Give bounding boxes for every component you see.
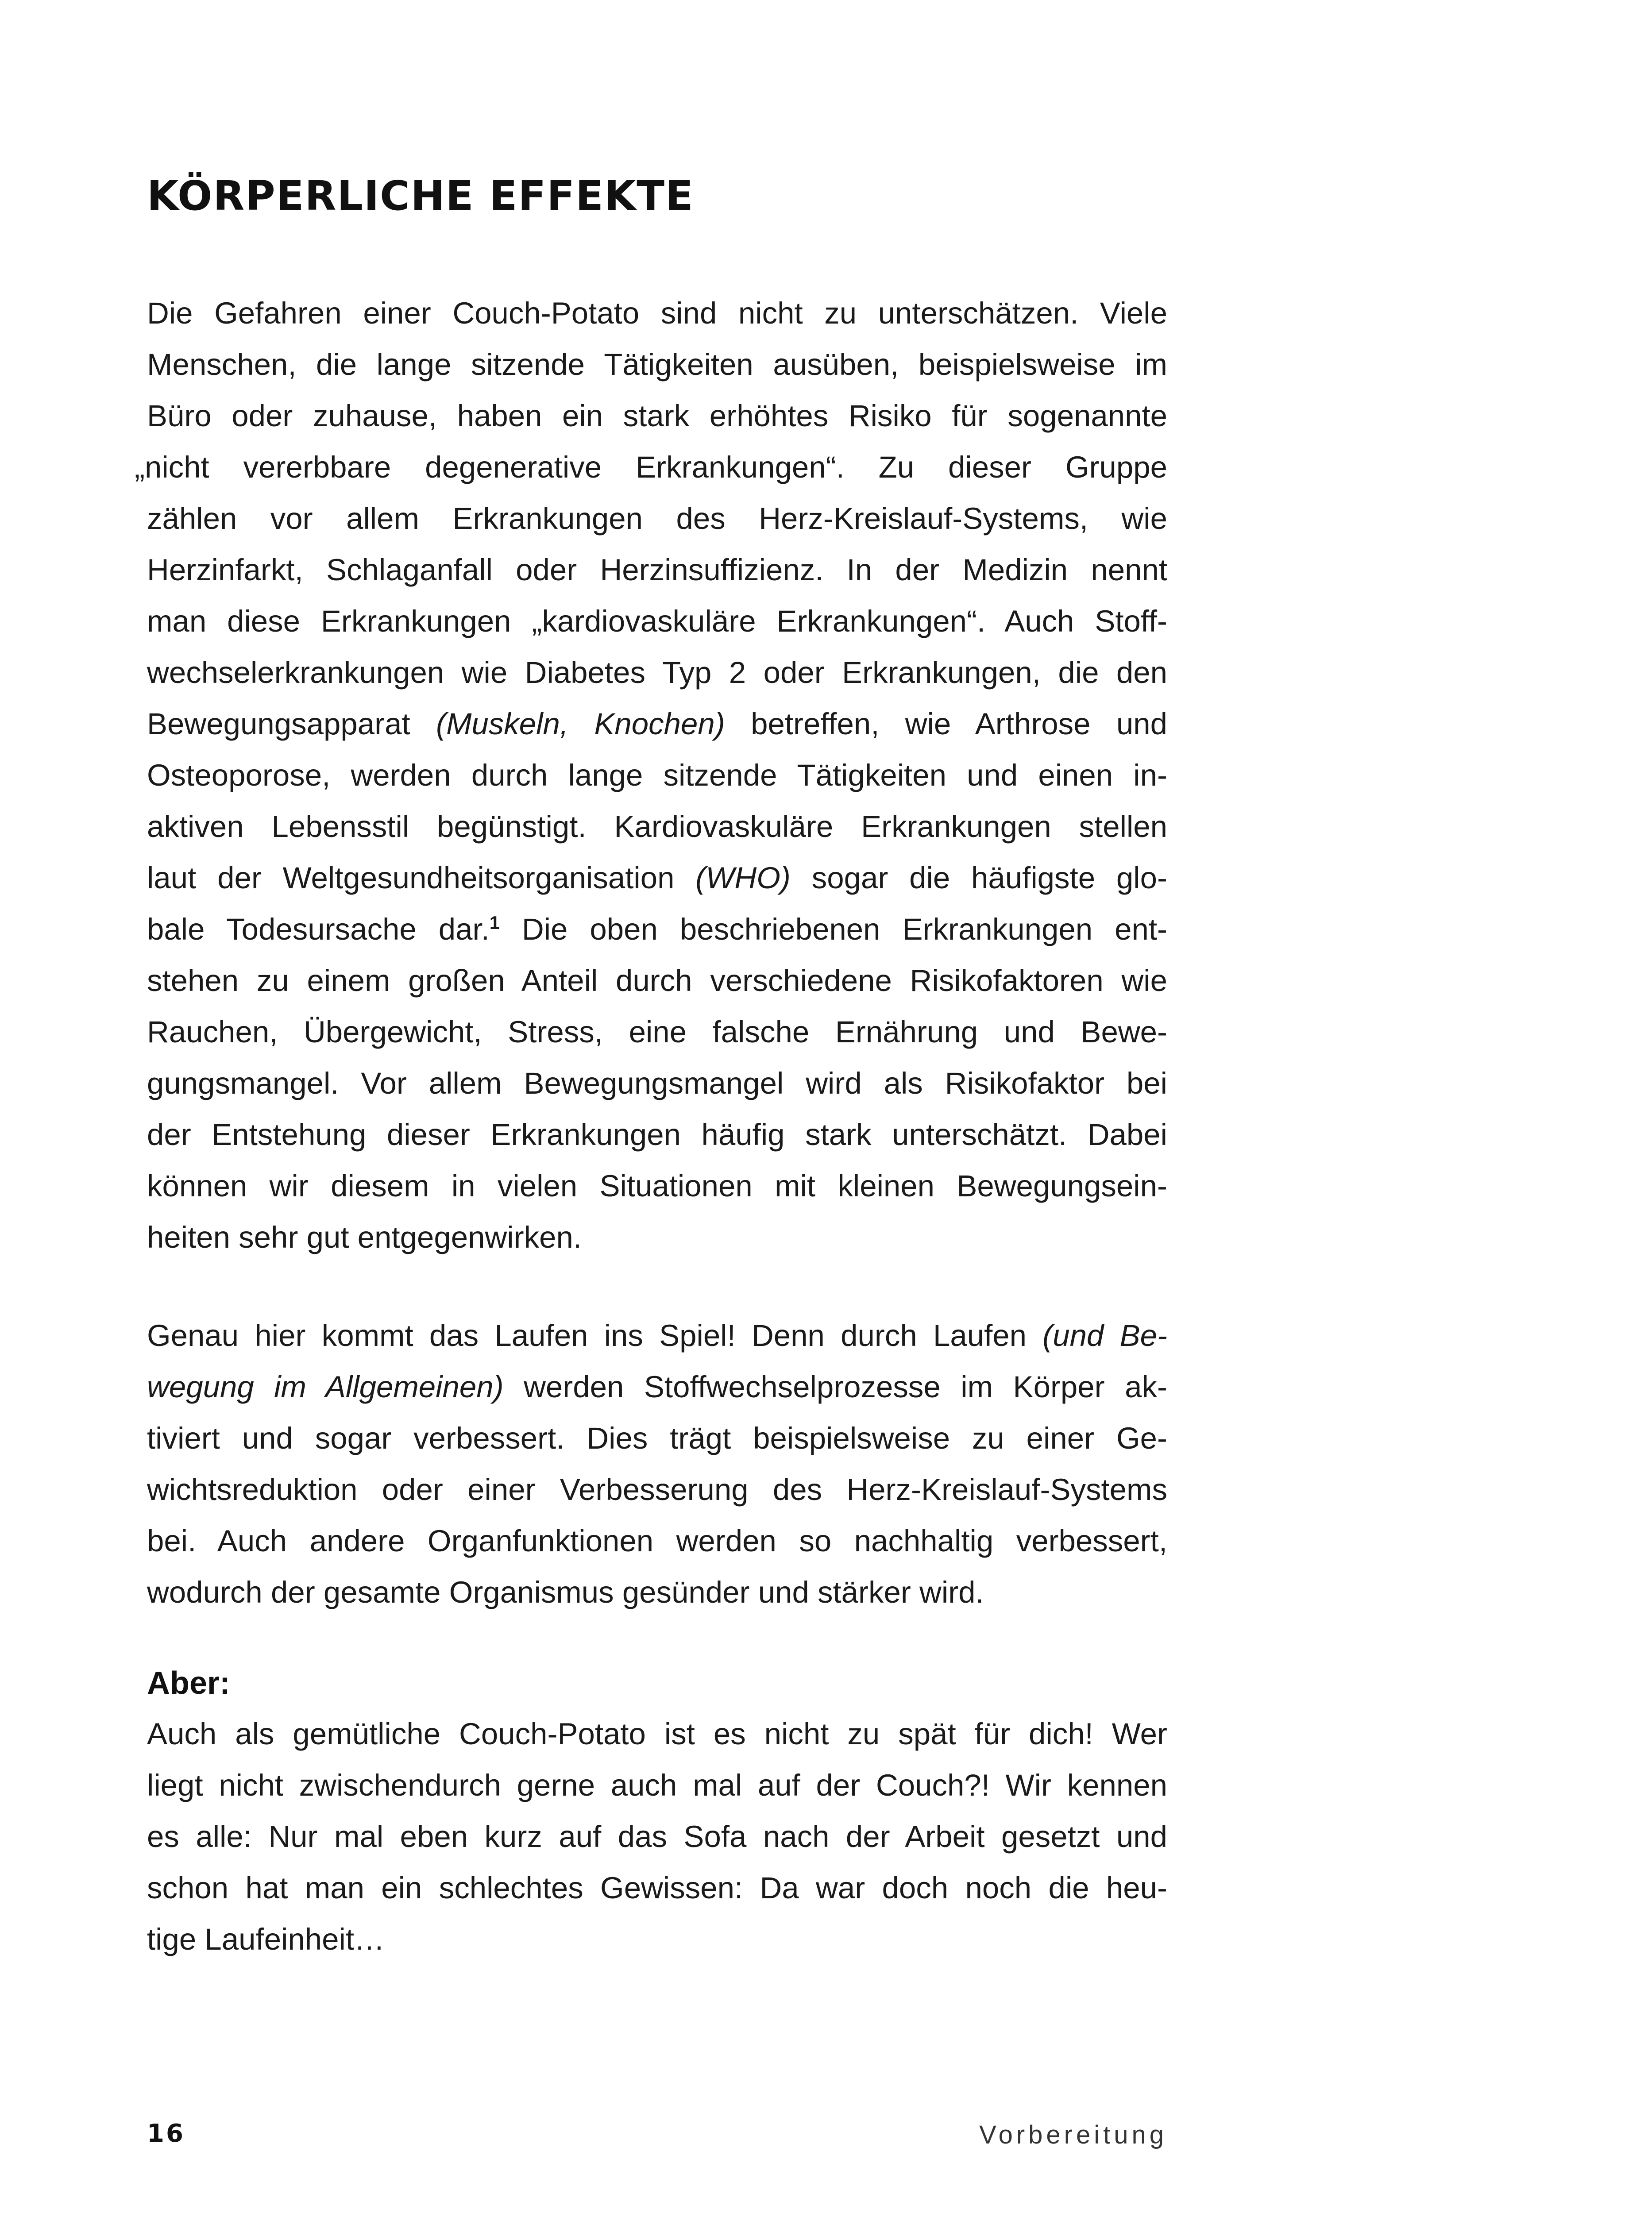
- text-line: Auch als gemütliche Couch-Potato ist es nicht zu spät für dich! Wer: [147, 1717, 1167, 1751]
- text-line: Osteoporose, werden durch lange sitzende Tätigkeiten und einen in-: [147, 758, 1167, 792]
- text-line: aktiven Lebensstil begünstigt. Kardiovaskuläre Erkrankungen stellen: [147, 810, 1167, 844]
- text-line: können wir diesem in vielen Situationen mit kleinen Bewegungsein-: [147, 1169, 1167, 1203]
- text-line: Die Gefahren einer Couch-Potato sind nicht zu unterschätzen. Viele: [147, 296, 1167, 330]
- text-line: wodurch der gesamte Organismus gesünder und stärker wird.: [147, 1575, 984, 1609]
- text-line: bei. Auch andere Organfunktionen werden so nachhaltig verbessert,: [147, 1524, 1167, 1558]
- text-line: wegung im Allgemeinen) werden Stoffwechselprozesse im Körper ak-: [147, 1370, 1167, 1404]
- text-line: tiviert und sogar verbessert. Dies trägt beispielsweise zu einer Ge-: [147, 1421, 1167, 1455]
- text-line: liegt nicht zwischendurch gerne auch mal auf der Couch?! Wir kennen: [147, 1768, 1167, 1802]
- text-line: wichtsreduktion oder einer Verbesserung des Herz-Kreislauf-Systems: [147, 1473, 1167, 1507]
- text-line: Herzinfarkt, Schlaganfall oder Herzinsuffizienz. In der Medizin nennt: [147, 553, 1167, 587]
- text-line: bale Todesursache dar.$^1$ Die oben beschriebenen Erkrankungen ent-: [147, 912, 1167, 946]
- paragraph-2: [147, 1310, 1167, 1618]
- page-number: 16: [147, 2119, 185, 2148]
- text-line: schon hat man ein schlechtes Gewissen: Da war doch noch die heu-: [147, 1871, 1167, 1905]
- text-line: man diese Erkrankungen „kardiovaskuläre Erkrankungen“. Auch Stoff-: [147, 604, 1167, 638]
- text-line: laut der Weltgesundheitsorganisation (WHO) sogar die häufigste glo-: [147, 861, 1167, 895]
- text-line: gungsmangel. Vor allem Bewegungsmangel wird als Risikofaktor bei: [147, 1066, 1167, 1100]
- text-line: Bewegungsapparat (Muskeln, Knochen) betreffen, wie Arthrose und: [147, 707, 1168, 741]
- text-line: Menschen, die lange sitzende Tätigkeiten ausüben, beispielsweise im: [147, 347, 1167, 382]
- paragraph-3: [147, 1708, 1167, 1965]
- section-heading: KÖRPERLICHE EFFEKTE: [147, 172, 694, 220]
- text-line: zählen vor allem Erkrankungen des Herz-Kreislauf-Systems, wie: [147, 501, 1167, 536]
- paragraph-1: [135, 288, 1168, 1263]
- text-line: Büro oder zuhause, haben ein stark erhöhtes Risiko für sogenannte: [147, 399, 1167, 433]
- text-line: tige Laufeinheit…: [147, 1922, 385, 1956]
- text-line: heiten sehr gut entgegenwirken.: [147, 1220, 582, 1254]
- footnote-marker: 1: [489, 913, 500, 933]
- text-line: Rauchen, Übergewicht, Stress, eine falsche Ernährung und Bewe-: [147, 1015, 1167, 1049]
- text-line: Genau hier kommt das Laufen ins Spiel! Denn durch Laufen (und Be-: [147, 1319, 1167, 1353]
- running-footer-section: Vorbereitung: [979, 2120, 1167, 2149]
- text-line: wechselerkrankungen wie Diabetes Typ 2 oder Erkrankungen, die den: [147, 655, 1167, 690]
- sub-heading: Aber:: [147, 1666, 231, 1701]
- text-line: der Entstehung dieser Erkrankungen häufig stark unterschätzt. Dabei: [147, 1118, 1167, 1152]
- text-line: stehen zu einem großen Anteil durch verschiedene Risikofaktoren wie: [147, 964, 1167, 998]
- text-line: „nicht vererbbare degenerative Erkrankungen“. Zu dieser Gruppe: [135, 450, 1167, 484]
- text-line: es alle: Nur mal eben kurz auf das Sofa nach der Arbeit gesetzt und: [147, 1820, 1167, 1854]
